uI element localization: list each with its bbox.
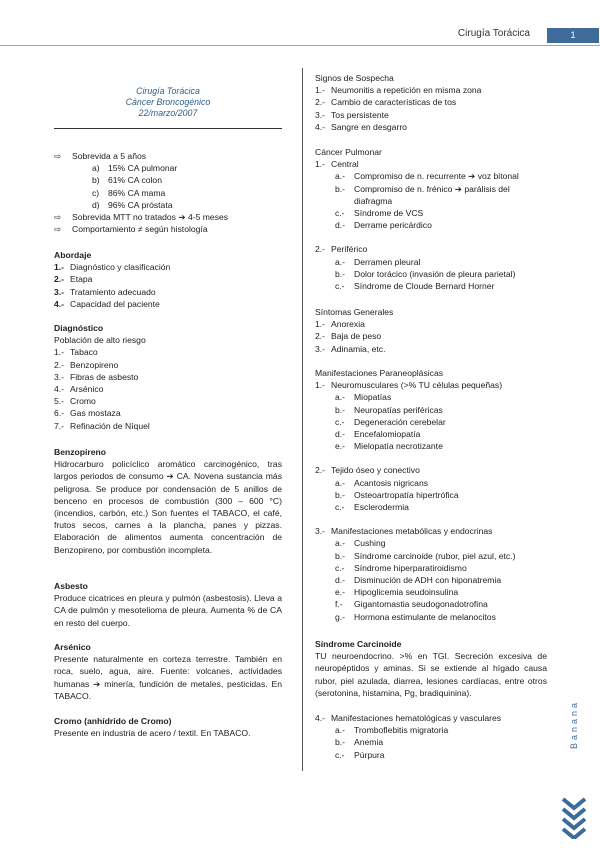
sub-list-text: Hormona estimulante de melanocitos (354, 611, 496, 622)
sub-list-item (315, 489, 547, 501)
sub-list-text: Síndrome de Cloude Bernard Horner (354, 281, 495, 292)
sub-list-letter: a.- (335, 725, 346, 736)
sub-list-letter: a.- (335, 538, 346, 549)
group-label (315, 158, 547, 170)
group-number: 1.- (315, 380, 326, 391)
sub-list-item (315, 440, 547, 452)
sub-list-letter: a.- (335, 392, 346, 403)
survival-item (54, 199, 282, 211)
list-item (54, 273, 282, 285)
diagnostico-heading: Diagnóstico (54, 323, 104, 333)
group-number: 2.- (315, 465, 326, 476)
sub-list-letter: e.- (335, 587, 346, 598)
list-number: 3.- (54, 371, 65, 382)
list-item (54, 383, 282, 395)
cromo-section (54, 715, 282, 739)
sub-list-letter: f.- (335, 599, 343, 610)
sub-list-item (315, 256, 547, 268)
sub-list-text: Síndrome carcinoide (rubor, piel azul, etc.) (354, 550, 516, 561)
list-number: 4.- (54, 384, 65, 395)
paraneoplasic-items (315, 391, 547, 452)
group-label (315, 464, 547, 476)
list-text: Capacidad del paciente (70, 298, 160, 309)
list-text: Fibras de asbesto (70, 371, 139, 382)
sub-list-letter: a.- (335, 477, 346, 488)
list-text: Refinación de Níquel (70, 420, 150, 431)
list-number: 1.- (315, 319, 326, 330)
sub-list-letter: a.- (335, 256, 346, 267)
benzopireno-text: Hidrocarburo policíclico aromático carcinogénico, tras largos periodos de consumo ➔ CA. Novena sustancia más peligrosa. Se produce por condensación de 5 anillos de benceno en procesos de combustión (300 – 600 °C) (incendios, carbón, etc.) Son fuentes el TABACO, el café, frutos secos, carnes a la plancha, panes y pizzas. Elaboración de alimentos aumenta concentración de Benzopireno, por combustión incompleta. (54, 459, 282, 555)
list-number: 4.- (315, 121, 326, 132)
survival-section (54, 150, 282, 235)
list-text: Arsénico (70, 384, 104, 395)
sub-list-text: Derramen pleural (354, 256, 421, 267)
abordaje-section (54, 249, 282, 310)
sub-list-text: Miopatías (354, 392, 392, 403)
sub-list-text: Gigantomastia seudogonadotrofina (354, 599, 488, 610)
list-number: 1.- (315, 85, 326, 96)
doc-title-date: 22/marzo/2007 (138, 108, 198, 118)
sub-list-item (315, 170, 547, 182)
signos-section (315, 72, 547, 133)
list-number: 2.- (315, 331, 326, 342)
list-number: 6.- (54, 408, 65, 419)
sub-list-item (315, 404, 547, 416)
sub-list-item (315, 537, 547, 549)
sub-list-item (315, 598, 547, 610)
sub-list-text: Compromiso de n. recurrente ➔ voz bitonal (354, 171, 519, 182)
list-text: Tratamiento adecuado (70, 286, 156, 297)
sub-list-text: Tromboflebitis migratoria (354, 725, 449, 736)
sub-list-text: Derrame pericárdico (354, 220, 432, 231)
list-text: Cromo (70, 396, 96, 407)
survival-item-text: 86% CA mama (108, 187, 166, 198)
sub-list-letter: b.- (335, 183, 346, 194)
list-item (54, 346, 282, 358)
sub-list-item (315, 574, 547, 586)
list-number: 3.- (54, 286, 65, 297)
group-title: Tejido óseo y conectivo (331, 465, 420, 476)
doc-title-line1: Cirugía Torácica (136, 86, 200, 96)
sub-list-letter: b.- (335, 489, 346, 500)
sub-list-text: Mielopatía necrotizante (354, 441, 443, 452)
group-number: 1.- (315, 159, 326, 170)
paraneoplasic-group (315, 464, 547, 525)
column-divider (302, 68, 303, 771)
list-text: Adinamia, etc. (331, 343, 386, 354)
list-number: 5.- (54, 396, 65, 407)
list-item (315, 318, 547, 330)
group-number: 3.- (315, 526, 326, 537)
sub-list-text: Dolor torácico (invasión de pleura parietal) (354, 268, 516, 279)
group-title: Neuromusculares (>% TU células pequeñas) (331, 380, 503, 391)
diagnostico-sub: Población de alto riesgo (54, 335, 146, 346)
list-number: 2.- (315, 97, 326, 108)
sub-list-text: Compromiso de n. frénico ➔ parálisis del diafragma (354, 183, 510, 206)
list-item (315, 109, 547, 121)
sub-list-text: Disminución de ADH con hiponatremia (354, 575, 502, 586)
sub-list-text: Anemia (354, 737, 384, 748)
sub-list-item (315, 586, 547, 598)
sub-list-letter: a.- (335, 171, 346, 182)
paraneoplasic-items (315, 537, 547, 622)
group-number: 4.- (315, 713, 326, 723)
sub-list-item (315, 268, 547, 280)
list-number: 1.- (54, 262, 65, 273)
list-number: 7.- (54, 420, 65, 431)
sub-list-item (315, 207, 547, 219)
arrow-bullet-icon: ⇨ (54, 151, 62, 161)
sub-list-letter: d.- (335, 220, 346, 231)
asbesto-heading: Asbesto (54, 581, 88, 591)
sub-list-item (315, 477, 547, 489)
sidebar-vertical-text: Banana (569, 700, 579, 750)
paraneoplasicas-heading: Manifestaciones Paraneoplásicas (315, 368, 444, 378)
sub-list-text: Púrpura (354, 749, 385, 760)
list-item (54, 420, 282, 432)
list-item (54, 371, 282, 383)
list-number: 3.- (315, 343, 326, 354)
list-text: Tabaco (70, 347, 98, 358)
survival-behavior: Comportamiento ≠ según histología (72, 224, 208, 235)
list-text: Sangre en desgarro (331, 121, 407, 132)
sub-list-item (315, 736, 547, 748)
survival-item-text: 61% CA colon (108, 175, 162, 186)
sub-list-item (315, 611, 547, 623)
sub-list-letter: c.- (335, 749, 345, 760)
list-text: Cambio de características de tos (331, 97, 457, 108)
survival-item-letter: d) (92, 199, 100, 210)
carcinoide-heading: Síndrome Carcinoide (315, 639, 402, 649)
paraneoplasic-group (315, 525, 547, 623)
survival-item-letter: b) (92, 175, 100, 186)
list-item (315, 330, 547, 342)
sub-list-letter: c.- (335, 562, 345, 573)
sub-list-text: Neuropatías periféricas (354, 404, 443, 415)
list-text: Baja de peso (331, 331, 382, 342)
sintomas-heading: Síntomas Generales (315, 307, 394, 317)
sub-list-text: Cushing (354, 538, 386, 549)
list-text: Anorexia (331, 319, 365, 330)
survival-item-letter: a) (92, 163, 100, 174)
group-label (315, 379, 547, 391)
list-number: 1.- (54, 347, 65, 358)
list-item (315, 96, 547, 108)
sub-list-text: Acantosis nigricans (354, 477, 429, 488)
sub-list-item (315, 416, 547, 428)
sub-list-text: Encefalomiopatía (354, 429, 421, 440)
sub-list-letter: b.- (335, 550, 346, 561)
list-number: 4.- (54, 298, 65, 309)
arsenico-heading: Arsénico (54, 642, 91, 652)
cromo-heading: Cromo (anhídrido de Cromo) (54, 716, 172, 726)
list-item (54, 407, 282, 419)
list-text: Tos persistente (331, 109, 389, 120)
list-text: Neumonitis a repetición en misma zona (331, 85, 482, 96)
list-item (315, 121, 547, 133)
sub-list-letter: b.- (335, 404, 346, 415)
paraneoplasicas-section (315, 367, 547, 623)
group-number: 2.- (315, 244, 326, 255)
group-title: Manifestaciones hematológicas y vasculares (331, 713, 502, 723)
group-label (315, 243, 547, 255)
sub-list-item (315, 391, 547, 403)
sub-list-item (315, 749, 547, 761)
group-title: Manifestaciones metabólicas y endocrinas (331, 526, 493, 537)
list-item (315, 343, 547, 355)
list-item (54, 298, 282, 310)
header-title: Cirugía Torácica (457, 28, 530, 39)
title-rule (54, 128, 282, 129)
list-number: 2.- (54, 359, 65, 370)
asbesto-section (54, 580, 282, 629)
list-number: 2.- (54, 274, 65, 285)
carcinoide-section (315, 638, 547, 699)
list-text: Diagnóstico y clasificación (70, 262, 171, 273)
asbesto-text: Produce cicatrices en pleura y pulmón (asbestosis). Lleva a CA de pulmón y mesotelioma de pleura. Aumenta % de CA en resto del cuerpo. (54, 593, 282, 628)
sub-list-item (315, 219, 547, 231)
list-text: Etapa (70, 274, 93, 285)
arrow-bullet-icon: ⇨ (54, 212, 62, 223)
diagnostico-section (54, 322, 282, 432)
sub-list-text: Osteoartropatía hipertrófica (354, 489, 459, 500)
sub-list-text: Degeneración cerebelar (354, 416, 446, 427)
group-title: Periférico (331, 244, 368, 255)
cancer-pulmonar-heading: Cáncer Pulmonar (315, 147, 382, 157)
list-text: Benzopireno (70, 359, 119, 370)
survival-mtt: Sobrevida MTT no tratados ➔ 4-5 meses (72, 212, 229, 223)
sub-list-item (315, 280, 547, 292)
benzopireno-section (54, 446, 282, 556)
cancer-pulmonar-section (315, 146, 547, 292)
sub-list-letter: c.- (335, 208, 345, 219)
document-title-block (54, 86, 282, 119)
sub-list-letter: c.- (335, 502, 345, 513)
abordaje-heading: Abordaje (54, 250, 92, 260)
sub-list-text: Hipoglicemia seudoinsulina (354, 587, 459, 598)
group-title: Central (331, 159, 359, 170)
sub-list-text: Síndrome hiperparatiroidismo (354, 562, 467, 573)
survival-item-letter: c) (92, 187, 100, 198)
sub-list-letter: d.- (335, 575, 346, 586)
page-number: 1 (547, 28, 599, 43)
list-item (54, 395, 282, 407)
hematologicas-section (315, 712, 547, 761)
survival-intro: Sobrevida a 5 años (72, 151, 147, 161)
sub-list-text: Esclerodermia (354, 502, 409, 513)
list-number: 3.- (315, 109, 326, 120)
header-rule (0, 45, 600, 46)
group-label (315, 712, 547, 724)
signos-heading: Signos de Sospecha (315, 73, 394, 83)
sub-list-item (315, 550, 547, 562)
sub-list-letter: e.- (335, 441, 346, 452)
arsenico-section (54, 641, 282, 702)
sintomas-section (315, 306, 547, 355)
sub-list-letter: c.- (335, 416, 345, 427)
list-item (54, 261, 282, 273)
carcinoide-text: TU neuroendocrino. >% en TGI. Secreción excesiva de neuropéptidos y aminas. Si se extiende al hígado causa rubor, piel azulada, diarrea, lesiones cardíacas, entre otros (serotonina, histamina, Pg, bradiquinina). (315, 651, 547, 698)
sub-list-item (315, 501, 547, 513)
survival-item (54, 174, 282, 186)
paraneoplasic-group (315, 379, 547, 464)
group-label (315, 525, 547, 537)
list-item (54, 286, 282, 298)
paraneoplasic-items (315, 477, 547, 514)
sub-list-item (315, 428, 547, 440)
list-item (54, 359, 282, 371)
sub-list-item (315, 183, 547, 207)
sub-list-letter: d.- (335, 429, 346, 440)
sub-list-item (315, 724, 547, 736)
survival-item-text: 96% CA próstata (108, 199, 173, 210)
survival-item (54, 162, 282, 174)
benzopireno-heading: Benzopireno (54, 447, 107, 457)
sub-list-letter: b.- (335, 737, 346, 748)
survival-item-text: 15% CA pulmonar (108, 163, 178, 174)
survival-item (54, 187, 282, 199)
sub-list-letter: b.- (335, 268, 346, 279)
sub-list-text: Síndrome de VCS (354, 208, 424, 219)
arsenico-text: Presente naturalmente en corteza terrestre. También en roca, suelo, agua, aire. Fuente: volcanes, actividades humanas ➔ minería, fundición de metales, pesticidas. En TABACO. (54, 654, 282, 701)
sub-list-letter: c.- (335, 281, 345, 292)
cromo-text: Presente en industria de acero / textil. En TABACO. (54, 728, 251, 739)
list-item (315, 84, 547, 96)
doc-title-line2: Cáncer Broncogénico (125, 97, 211, 107)
chevron-down-icon (560, 795, 588, 839)
sub-list-item (315, 562, 547, 574)
arrow-bullet-icon: ⇨ (54, 224, 62, 235)
sub-list-letter: g.- (335, 611, 346, 622)
list-text: Gas mostaza (70, 408, 121, 419)
